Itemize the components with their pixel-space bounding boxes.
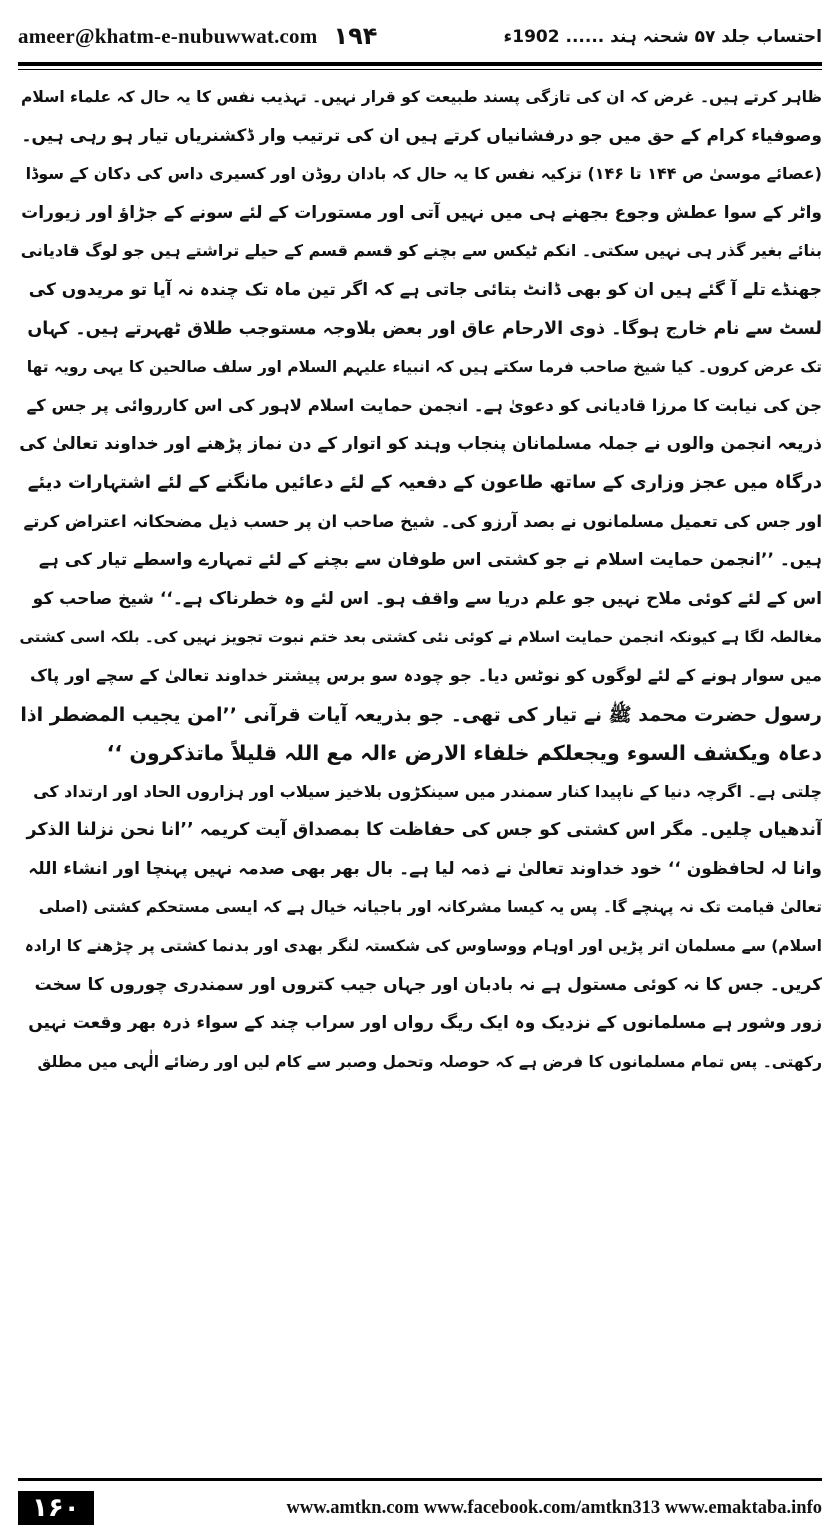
header-page-number: ۱۹۴ — [333, 22, 378, 50]
running-head: احتساب جلد ۵۷ شحنہ ہند ...... 1902ء — [503, 26, 822, 47]
body-line: وانا لہ لحافظون ‘‘ خود خداوند تعالیٰ نے ذمہ لیا ہے۔ بال بھر بھی صدمہ نہیں پہنچا اور انشاء اللہ — [28, 858, 822, 879]
body-line: ظاہر کرتے ہیں۔ غرض کہ ان کی تازگی پسند طبیعت کو قرار نہیں۔ تہذیب نفس کا یہ حال کہ علماء اسلام — [20, 88, 822, 106]
header-email: ameer@khatm-e-nubuwwat.com — [18, 23, 318, 48]
body-line: آندھیاں چلیں۔ مگر اس کشتی کو جس کی حفاظت کا بمصداق آیت کریمہ ’’انا نحن نزلنا الذکر — [26, 820, 822, 841]
body-line: اور جس کی تعمیل مسلمانوں نے بصد آرزو کی۔ شیخ صاحب ان پر حسب ذیل مضحکانہ اعتراض کرتے — [23, 511, 822, 531]
body-line: وصوفیاء کرام کے حق میں جو درفشانیاں کرتے ہیں ان کی ترتیب وار ڈکشنریاں تیار ہو رہی ہیں۔ — [21, 125, 822, 146]
body-line: اسلام) سے مسلمان اتر پڑیں اور اوہام ووساوس کی شکستہ لنگر بھدی اور بدنما کشتی پر چڑھنے کا ارادہ — [24, 937, 822, 956]
body-line: درگاہ میں عجز وزاری کے ساتھ طاعون کے دفعیہ کے لئے دعائیں مانگنے کے لئے اشتہارات دیئے — [27, 471, 822, 493]
body-line: میں سوار ہونے کے لئے لوگوں کو نوٹس دیا۔ جو چودہ سو برس پیشتر خداوند تعالیٰ کے سچے اور پاک — [29, 665, 822, 685]
body-line: لسٹ سے نام خارج ہوگا۔ ذوی الارحام عاق اور بعض بلاوجہ مستوجب طلاق ٹھہرتے ہیں۔ کہاں — [27, 318, 822, 339]
body-line: واٹر کے سوا عطش وجوع بجھنے ہی میں نہیں آتی اور مستورات کے لئے سونے کے جڑاؤ اور زیورات — [21, 202, 822, 223]
body-line: کریں۔ جس کا نہ کوئی مستول ہے نہ بادبان اور جہاں جیب کتروں اور سمندری چوروں کا سخت — [34, 974, 822, 995]
header-rule-thick — [18, 62, 822, 66]
page-header — [18, 14, 822, 58]
body-line: رسول حضرت محمد ﷺ نے تیار کی تھی۔ جو بذریعہ آیات قرآنی ’’امن یجیب المضطر اذا — [20, 703, 822, 726]
body-line: ذریعہ انجمن والوں نے جملہ مسلمانان پنجاب وہند کو اتوار کے دن نماز پڑھنے اور خداوند تعالیٰ کی — [19, 434, 822, 455]
body-line: اس کے لئے کوئی ملاح نہیں جو علم دریا سے واقف ہو۔ اس لئے وہ خطرناک ہے۔‘‘ شیخ صاحب کو — [32, 588, 822, 609]
footer-urls[interactable]: www.amtkn.com www.facebook.com/amtkn313 www.emaktaba.info — [286, 1497, 822, 1518]
body-line: جن کی نیابت کا مرزا قادیانی کو دعویٰ ہے۔ انجمن حمایت اسلام لاہور کی اس کارروائی پر جس کے — [26, 395, 822, 415]
body-line: (عصائے موسیٰ ص ۱۴۴ تا ۱۴۶) تزکیہ نفس کا یہ حال کہ بادان روڈن اور کسیری داس کی دکان کے سوڈا — [25, 164, 822, 184]
page-footer — [18, 1486, 822, 1530]
body-line: تک عرض کروں۔ کیا شیخ صاحب فرما سکتے ہیں کہ انبیاء علیہم السلام اور سلف صالحین کا یہی رویہ تھا — [26, 358, 822, 377]
body-line: چلتی ہے۔ اگرچہ دنیا کے ناپیدا کنار سمندر میں سینکڑوں بلاخیز سیلاب اور ہزاروں الحاد اور ارتداد کی — [33, 781, 822, 801]
body-line: بنائے بغیر گذر ہی نہیں سکتی۔ انکم ٹیکس سے بچنے کو قسم قسم کے حیلے تراشتے ہیں جو لوگ قادیانی — [20, 241, 822, 261]
body-line: رکھتی۔ پس تمام مسلمانوں کا فرض ہے کہ حوصلہ وتحمل وصبر سے کام لیں اور رضائے الٰہی میں مطلق — [37, 1052, 822, 1071]
body-line: زور وشور ہے مسلمانوں کے نزدیک وہ ایک ریگ رواں اور سراب چند کے سواء ذرہ بھر وقعت نہیں — [28, 1013, 822, 1034]
body-line: تعالیٰ قیامت تک نہ پہنچے گا۔ پس یہ کیسا مشرکانہ اور باجیانہ خیال ہے کہ ایسی مستحکم کشتی (اصلی — [38, 898, 822, 917]
body-line: ہیں۔ ’’انجمن حمایت اسلام نے جو کشتی اس طوفان سے بچنے کے لئے تمہارے واسطے تیار کی ہے — [38, 550, 822, 571]
body-text — [18, 78, 822, 1458]
footer-page-number: ۱۶۰ — [18, 1491, 94, 1525]
footer-rule — [18, 1478, 822, 1481]
header-rule-thin — [18, 69, 822, 70]
body-line: جھنڈے تلے آ گئے ہیں ان کو بھی ڈانٹ بتائی جاتی ہے کہ اگر تین ماہ تک چندہ نہ آیا تو مریدوں کی — [28, 279, 822, 300]
body-line-arabic-verse: دعاہ ویکشف السوء ویجعلکم خلفاء الارض ءالہ مع اللہ قلیلاً ماتذکرون ‘‘ — [106, 741, 822, 766]
header-left — [18, 22, 377, 50]
body-line: مغالطہ لگا ہے کیونکہ انجمن حمایت اسلام نے کوئی نئی کشتی بعد ختم نبوت تجویز نہیں کی۔ بلکہ اسی کشتی — [19, 628, 822, 647]
